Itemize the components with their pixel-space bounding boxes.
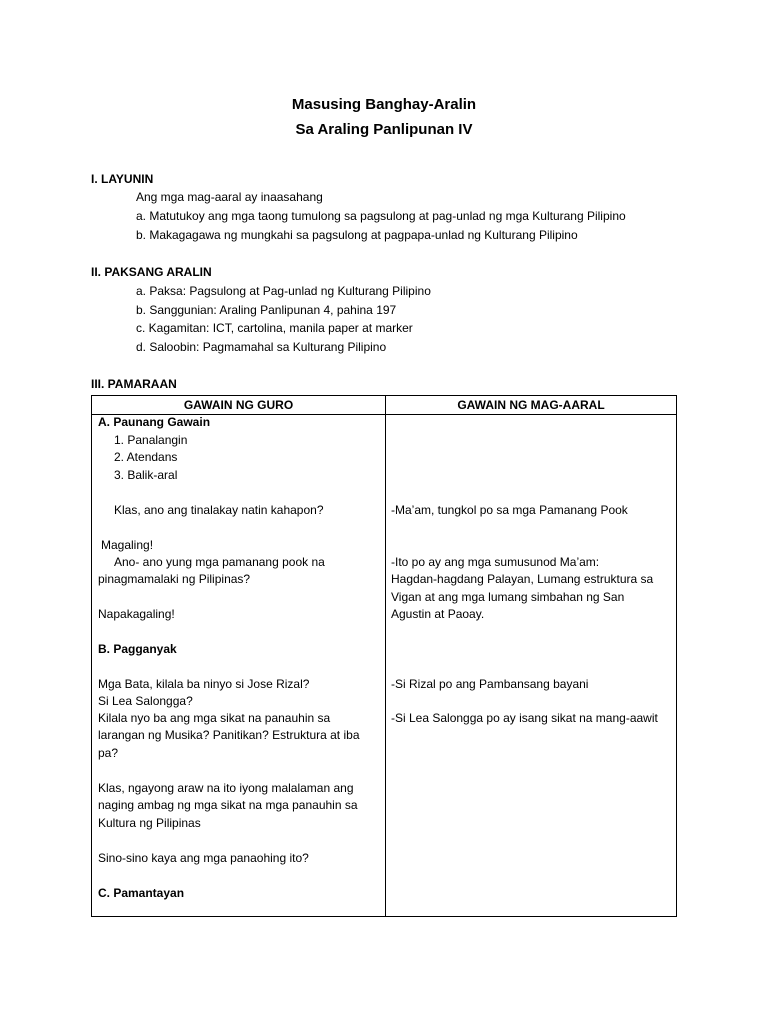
magaaral-line: -Si Rizal po ang Pambansang bayani [391,677,589,691]
guro-line: Si Lea Salongga? [98,694,193,708]
guro-line: larangan ng Musika? Panitikan? Estruktura at iba [98,728,360,742]
guro-line: Mga Bata, kilala ba ninyo si Jose Rizal? [98,677,310,691]
guro-line: Klas, ngayong araw na ito iyong malalaman ang [98,781,354,795]
guro-line: Klas, ano ang tinalakay natin kahapon? [114,503,324,517]
magaaral-line: -Si Lea Salongga po ay isang sikat na mang-aawit [391,711,658,725]
guro-line: Kultura ng Pilipinas [98,816,201,830]
pamantayan-heading: C. Pamantayan [98,886,185,900]
section-paksang-aralin-heading: II. PAKSANG ARALIN [91,265,212,279]
paksang-aralin-item: d. Saloobin: Pagmamahal sa Kulturang Pilipino [136,340,387,354]
magaaral-line: Vigan at ang mga lumang simbahan ng San [391,590,625,604]
guro-list-item: 1. Panalangin [114,433,188,447]
paksang-aralin-item: c. Kagamitan: ICT, cartolina, manila paper at marker [136,321,413,335]
pamaraan-table [91,395,677,917]
guro-line: Magaling! [101,538,154,552]
section-pamaraan-heading: III. PAMARAAN [91,377,177,391]
magaaral-line: Hagdan-hagdang Palayan, Lumang estruktura sa [391,572,654,586]
document-title: Masusing Banghay-Aralin [291,96,477,113]
paksang-aralin-item: a. Paksa: Pagsulong at Pag-unlad ng Kulturang Pilipino [136,284,431,298]
guro-line: Napakagaling! [98,607,175,621]
guro-line: pinagmamalaki ng Pilipinas? [98,572,251,586]
layunin-intro: Ang mga mag-aaral ay inaasahang [136,190,323,204]
magaaral-line: -Ma’am, tungkol po sa mga Pamanang Pook [391,503,628,517]
guro-list-item: 2. Atendans [114,450,178,464]
magaaral-line: -Ito po ay ang mga sumusunod Ma’am: [391,555,600,569]
document-subtitle: Sa Araling Panlipunan IV [295,121,473,138]
layunin-item: b. Makagagawa ng mungkahi sa pagsulong at pagpapa-unlad ng Kulturang Pilipino [136,228,578,242]
guro-line: Sino-sino kaya ang mga panaohing ito? [98,851,309,865]
section-layunin-heading: I. LAYUNIN [91,172,154,186]
layunin-item: a. Matutukoy ang mga taong tumulong sa pagsulong at pag-unlad ng mga Kulturang Pilipino [136,209,626,223]
column-divider [385,396,386,916]
guro-line: naging ambag ng mga sikat na mga panauhin sa [98,798,358,812]
guro-list-item: 3. Balik-aral [114,468,178,482]
column-header-guro: GAWAIN NG GURO [183,398,294,412]
magaaral-line: Agustin at Paoay. [391,607,485,621]
paunang-gawain-heading: A. Paunang Gawain [98,415,211,429]
pagganyak-heading: B. Pagganyak [98,642,177,656]
guro-line: Ano- ano yung mga pamanang pook na [114,555,325,569]
column-header-magaaral: GAWAIN NG MAG-AARAL [457,398,605,412]
guro-line: pa? [98,746,119,760]
paksang-aralin-item: b. Sanggunian: Araling Panlipunan 4, pahina 197 [136,303,397,317]
guro-line: Kilala nyo ba ang mga sikat na panauhin sa [98,711,331,725]
